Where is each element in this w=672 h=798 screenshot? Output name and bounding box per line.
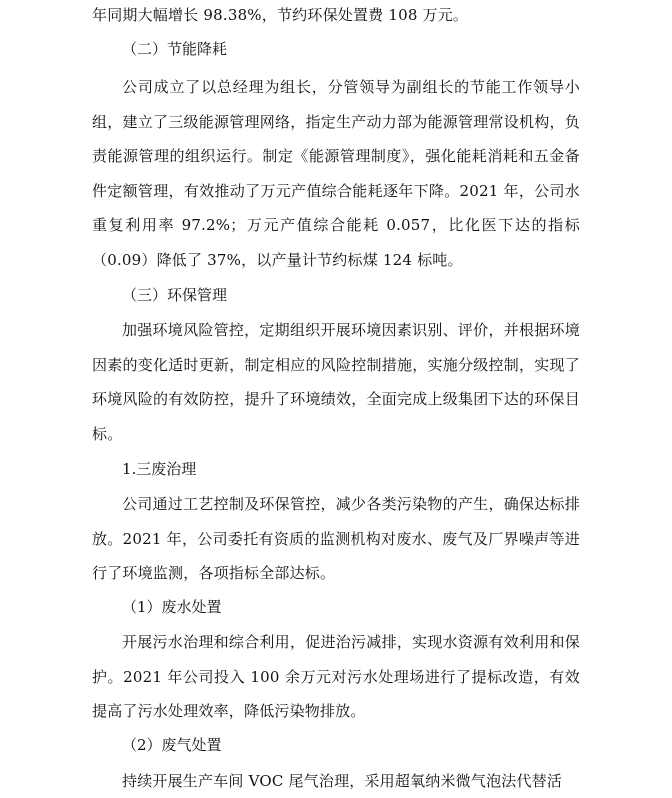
paragraph-environmental-management: 加强环境风险管控，定期组织开展环境因素识别、评价，并根据环境因素的变化适时更新，制定相应的风险控制措施，实施分级控制，实现了环境风险的有效防控，提升了环境绩效，全面完成上级集团下达的环保目标。 <box>92 321 580 443</box>
paragraph-energy-saving: 公司成立了以总经理为组长，分管领导为副组长的节能工作领导小组，建立了三级能源管理网络，指定生产动力部为能源管理常设机构，负责能源管理的组织运行。制定《能源管理制度》，强化能耗消耗和五金备件定额管理，有效推动了万元产值综合能耗逐年下降。2021 年，公司水重复利用率 97.2%；万元产值综合能耗 0.057，比化医下达的指标（0.09）降低了 37%，以产量计节约标煤 124 标吨。 <box>92 78 580 269</box>
paragraph-three-wastes: 公司通过工艺控制及环保管控，减少各类污染物的产生，确保达标排放。2021 年，公司委托有资质的监测机构对废水、废气及厂界噪声等进行了环境监测，各项指标全部达标。 <box>92 495 580 582</box>
continued-paragraph: 年同期大幅增长 98.38%，节约环保处置费 108 万元。 <box>92 6 469 24</box>
paragraph-wastewater: 开展污水治理和综合利用，促进治污减排，实现水资源有效利用和保护。2021 年公司投入 100 余万元对污水处理场进行了提标改造，有效提高了污水处理效率，降低污染物排放。 <box>92 633 580 720</box>
section-heading-three-wastes: 1.三废治理 <box>122 460 197 478</box>
section-heading-wastewater: （1）废水处置 <box>122 598 222 616</box>
section-heading-environmental-management: （三）环保管理 <box>122 286 228 304</box>
section-heading-energy-saving: （二）节能降耗 <box>122 40 228 58</box>
paragraph-waste-gas: 持续开展生产车间 VOC 尾气治理，采用超氧纳米微气泡法代替活 <box>122 772 563 790</box>
section-heading-waste-gas: （2）废气处置 <box>122 736 222 754</box>
